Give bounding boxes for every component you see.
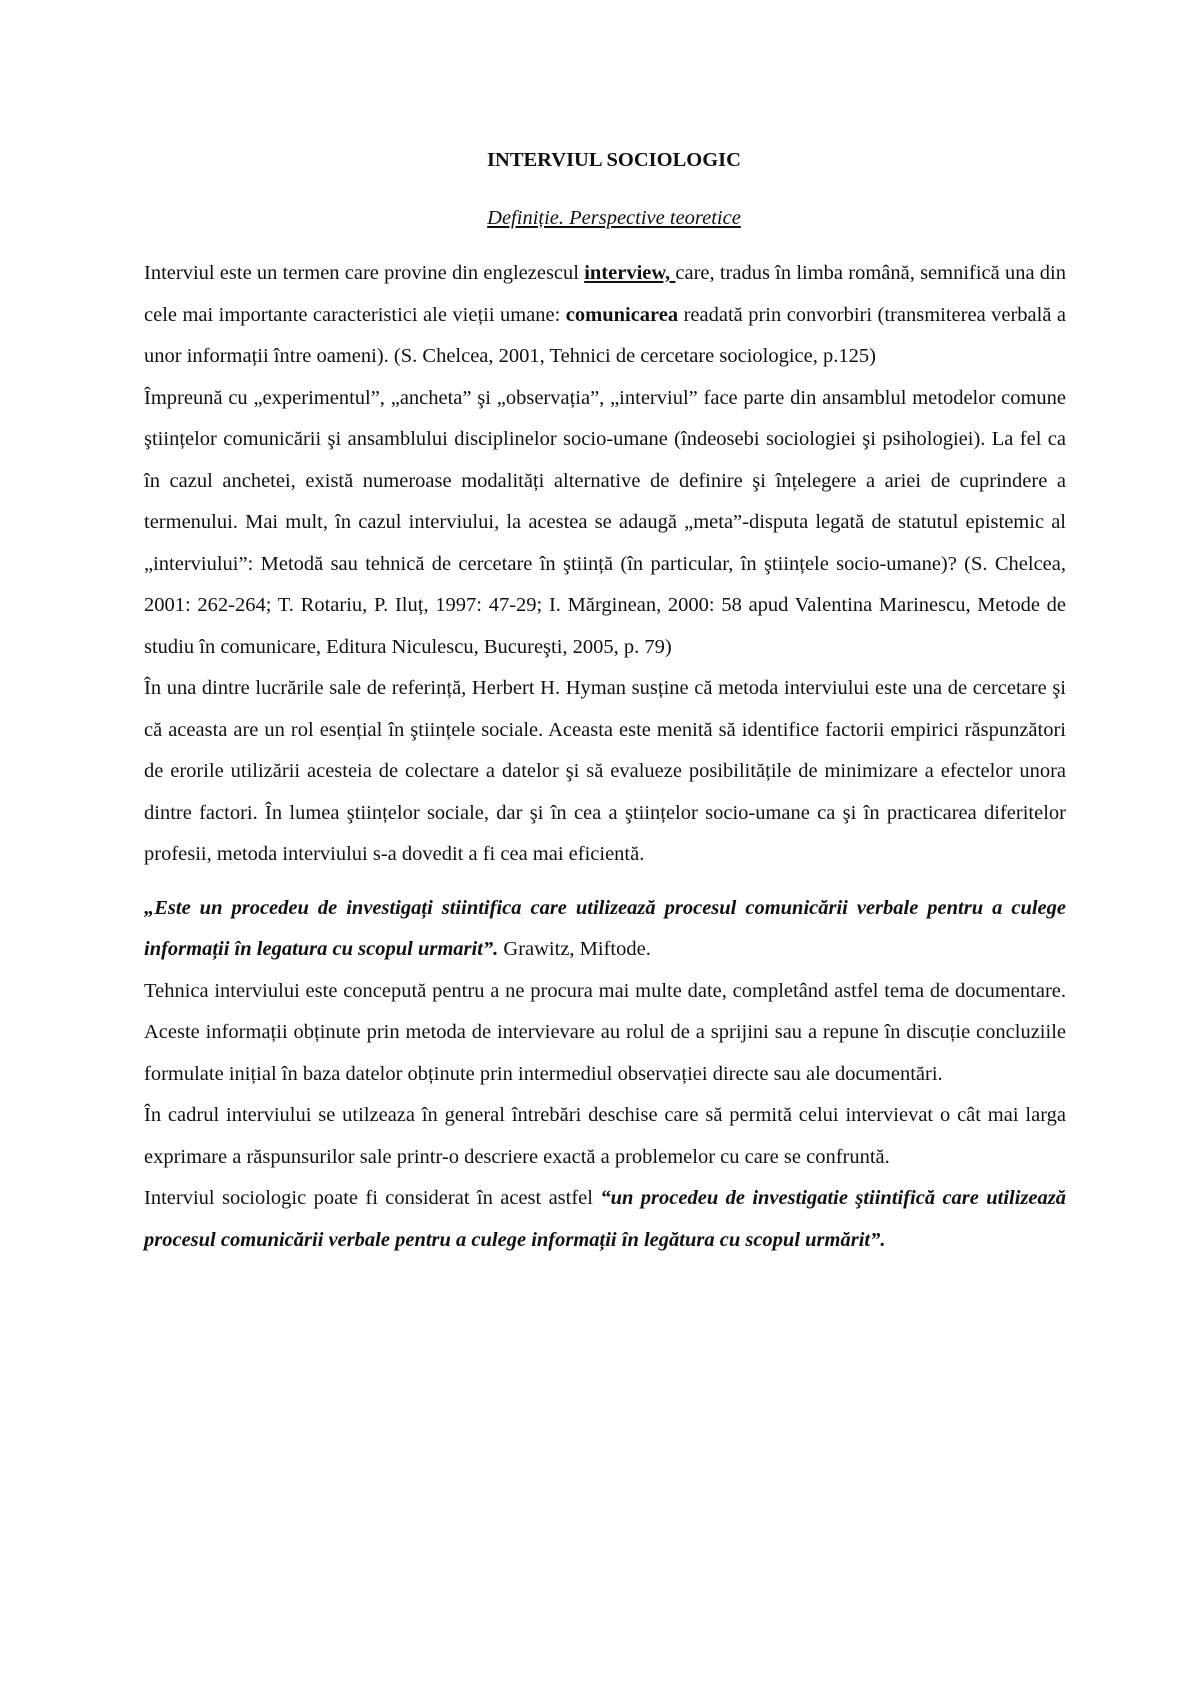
- quote-attribution: Grawitz, Miftode.: [498, 938, 651, 960]
- paragraph-open-questions: În cadrul interviului se utilzeaza în general întrebări deschise care să permită celui intervievat o cât mai larga exprimare a răspunsurilor sale printr-o descriere exactă a problemelor cu care se confruntă.: [144, 1104, 1066, 1168]
- paragraph-quote-grawitz: [144, 888, 1066, 971]
- paragraph-technique: Tehnica interviului este concepută pentru a ne procura mai multe date, completând astfel tema de documentare. Aceste informații obținute prin metoda de intervievare au rolul de a sprijini sau a repune în discuție concluziile formulate inițial în baza datelor obținute prin intermediul observației directe sau ale documentări.: [144, 979, 1066, 1085]
- document-title: INTERVIUL SOCIOLOGIC: [487, 149, 741, 171]
- paragraph-text: readată prin convorbiri (transmiterea verbală a unor informații între oameni). (S. Chelcea, 2001, Tehnici de cercetare sociologice, p.125): [144, 303, 1066, 367]
- term-communication: comunicarea: [565, 303, 679, 326]
- quote-text: “un procedeu de investigatie ştiintifică care utilizează procesul comunicării verbale pentru a culege informații în legătura cu scopul urmărit”.: [144, 1187, 1067, 1251]
- paragraph-methods: Împreună cu „experimentul”, „ancheta” şi „observația”, „interviul” face parte din ansamblul metodelor comune ştiințelor comunicării şi ansamblului disciplinelor socio-umane (îndeosebi sociologiei şi psihologiei). La fel ca în cazul anchetei, există numeroase modalități alternative de definire şi înțelegere a ariei de cuprindere a termenului. Mai mult, în cazul interviului, la acestea se adaugă „meta”-disputa legată de statutul epistemic al „interviului”: Metodă sau tehnică de cercetare în ştiință (în particular, în ştiințele socio-umane)? (S. Chelcea, 2001: 262-264; T. Rotariu, P. Iluț, 1997: 47-29; I. Mărginean, 2000: 58 apud Valentina Marinescu, Metode de studiu în comunicare, Editura Niculescu, Bucureşti, 2005, p. 79): [144, 386, 1066, 658]
- quote-text: „Este un procedeu de investigați stiintifica care utilizează procesul comunicării verbale pentru a culege informații în legatura cu scopul urmarit”.: [144, 896, 1066, 960]
- paragraph-text: Interviul sociologic poate fi considerat în acest astfel: [144, 1187, 601, 1209]
- document-subtitle: Definiție. Perspective teoretice: [487, 206, 741, 229]
- paragraph-hyman: În una dintre lucrările sale de referință, Herbert H. Hyman susține că metoda interviului este una de cercetare şi că aceasta are un rol esențial în ştiințele sociale. Aceasta este menită să identifice factorii empirici răspunzători de erorile utilizării acesteia de colectare a datelor şi să evalueze posibilitățile de minimizare a efectelor unora dintre factori. În lumea ştiințelor sociale, dar şi în cea a ştiințelor socio-umane ca şi în practicarea diferitelor profesii, metoda interviului s-a dovedit a fi cea mai eficientă.: [144, 677, 1066, 865]
- paragraph-conclusion: [144, 1178, 1066, 1261]
- paragraph-text: Interviul este un termen care provine din englezescul: [144, 262, 585, 284]
- paragraph-text: care, tradus în limba română, semnifică una din cele mai importante caracteristici ale vieții umane:: [144, 262, 1066, 326]
- paragraph-definition: [144, 253, 1066, 378]
- term-interview: interview,: [584, 262, 676, 284]
